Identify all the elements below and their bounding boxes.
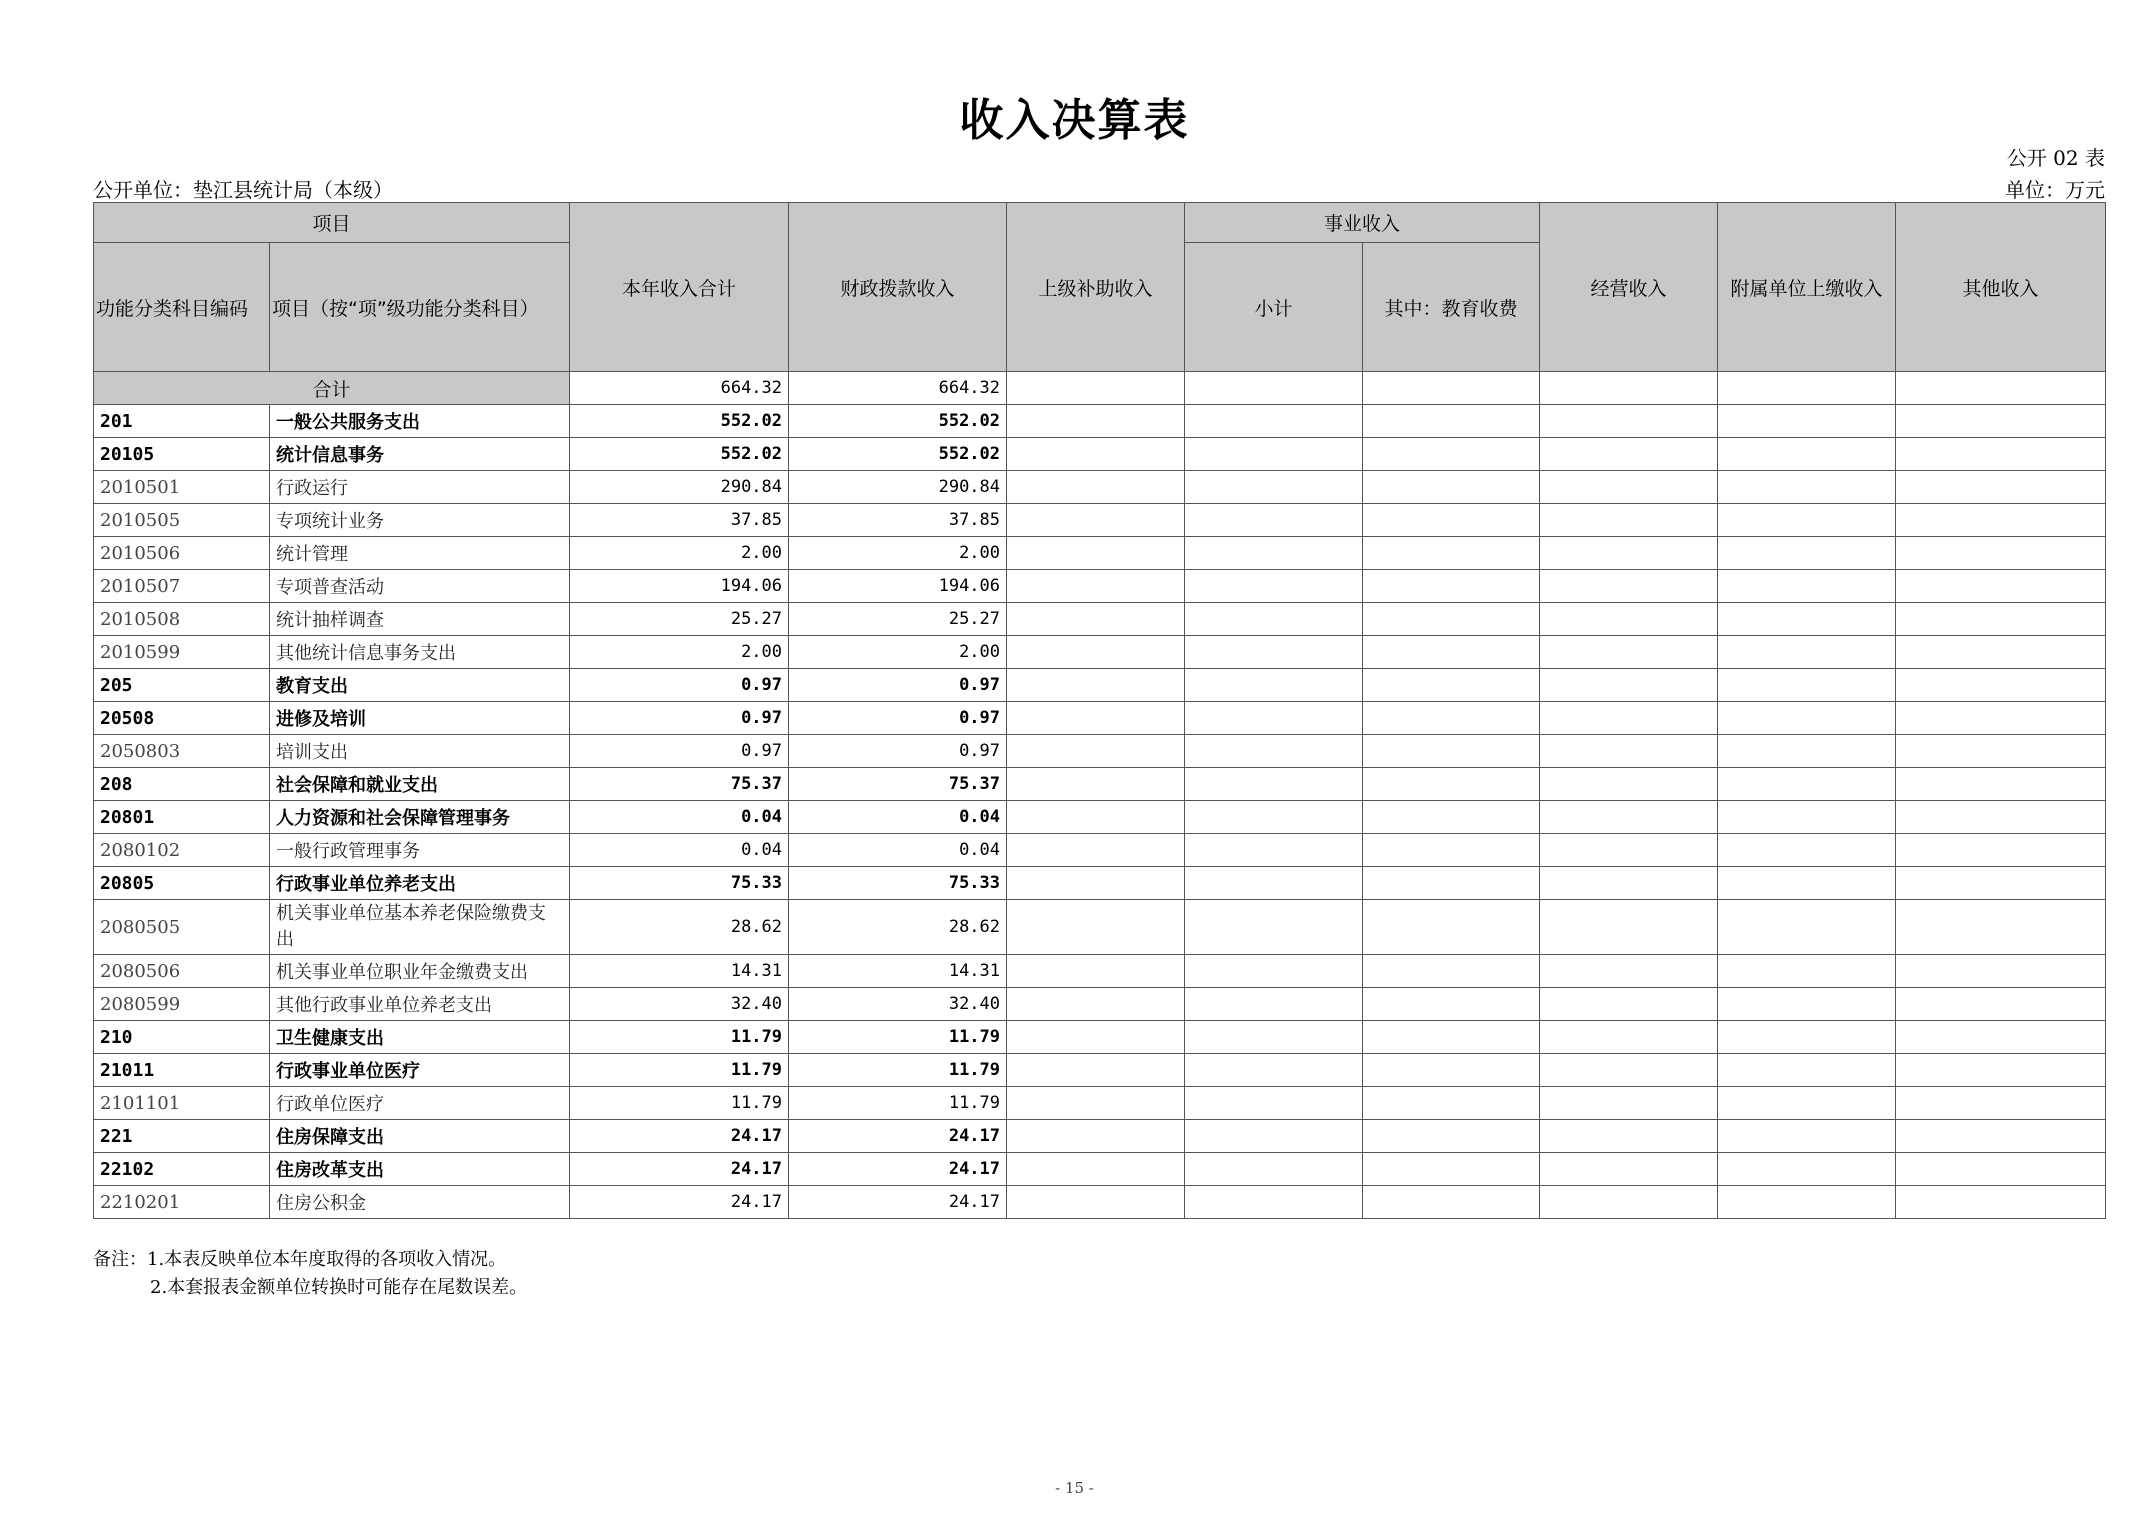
header-education: 其中：教育收费 xyxy=(1363,243,1540,372)
empty-cell xyxy=(1363,372,1540,405)
empty-cell xyxy=(1007,504,1185,537)
row-total: 552.02 xyxy=(570,405,789,438)
empty-cell xyxy=(1896,504,2106,537)
empty-cell xyxy=(1718,570,1896,603)
empty-cell xyxy=(1540,603,1718,636)
row-fiscal: 0.97 xyxy=(789,669,1007,702)
header-total: 本年收入合计 xyxy=(570,203,789,372)
row-code: 21011 xyxy=(94,1054,270,1087)
empty-cell xyxy=(1185,1186,1363,1219)
header-affiliated: 附属单位上缴收入 xyxy=(1718,203,1896,372)
empty-cell xyxy=(1363,669,1540,702)
header-fiscal: 财政拨款收入 xyxy=(789,203,1007,372)
empty-cell xyxy=(1540,405,1718,438)
row-total: 24.17 xyxy=(570,1120,789,1153)
table-row xyxy=(94,834,2106,867)
empty-cell xyxy=(1363,438,1540,471)
empty-cell xyxy=(1896,471,2106,504)
empty-cell xyxy=(1185,471,1363,504)
empty-cell xyxy=(1007,372,1185,405)
row-code: 208 xyxy=(94,768,270,801)
row-total: 32.40 xyxy=(570,988,789,1021)
empty-cell xyxy=(1896,1186,2106,1219)
note-2: 2.本套报表金额单位转换时可能存在尾数误差。 xyxy=(150,1277,528,1298)
row-name: 行政运行 xyxy=(270,471,570,504)
empty-cell xyxy=(1007,1021,1185,1054)
row-fiscal: 0.97 xyxy=(789,702,1007,735)
row-total: 11.79 xyxy=(570,1087,789,1120)
row-fiscal: 14.31 xyxy=(789,955,1007,988)
row-code: 2010599 xyxy=(94,636,270,669)
row-name: 统计信息事务 xyxy=(270,438,570,471)
table-header xyxy=(94,203,2106,372)
empty-cell xyxy=(1540,834,1718,867)
table-body xyxy=(94,372,2106,1219)
table-row xyxy=(94,570,2106,603)
empty-cell xyxy=(1007,867,1185,900)
row-total: 24.17 xyxy=(570,1153,789,1186)
header-business: 事业收入 xyxy=(1185,203,1540,243)
form-number: 公开 02 表 xyxy=(2006,146,2105,170)
empty-cell xyxy=(1540,1087,1718,1120)
empty-cell xyxy=(1896,988,2106,1021)
row-name: 行政单位医疗 xyxy=(270,1087,570,1120)
row-name: 其他统计信息事务支出 xyxy=(270,636,570,669)
empty-cell xyxy=(1540,1186,1718,1219)
empty-cell xyxy=(1540,669,1718,702)
empty-cell xyxy=(1007,537,1185,570)
empty-cell xyxy=(1718,537,1896,570)
empty-cell xyxy=(1718,1021,1896,1054)
row-code: 2010506 xyxy=(94,537,270,570)
table-row xyxy=(94,1120,2106,1153)
empty-cell xyxy=(1007,1120,1185,1153)
row-code: 2010508 xyxy=(94,603,270,636)
row-code: 20508 xyxy=(94,702,270,735)
row-total: 0.97 xyxy=(570,735,789,768)
row-code: 2050803 xyxy=(94,735,270,768)
table-row xyxy=(94,702,2106,735)
empty-cell xyxy=(1185,537,1363,570)
empty-cell xyxy=(1185,1153,1363,1186)
empty-cell xyxy=(1718,669,1896,702)
row-code: 22102 xyxy=(94,1153,270,1186)
empty-cell xyxy=(1363,988,1540,1021)
empty-cell xyxy=(1363,1021,1540,1054)
row-name: 教育支出 xyxy=(270,669,570,702)
empty-cell xyxy=(1540,735,1718,768)
row-total: 194.06 xyxy=(570,570,789,603)
empty-cell xyxy=(1540,702,1718,735)
empty-cell xyxy=(1185,955,1363,988)
empty-cell xyxy=(1540,900,1718,955)
empty-cell xyxy=(1007,636,1185,669)
empty-cell xyxy=(1363,801,1540,834)
row-total: 2.00 xyxy=(570,636,789,669)
empty-cell xyxy=(1363,702,1540,735)
row-total: 290.84 xyxy=(570,471,789,504)
empty-cell xyxy=(1363,603,1540,636)
total-amount: 664.32 xyxy=(570,372,789,405)
empty-cell xyxy=(1185,867,1363,900)
row-name: 专项普查活动 xyxy=(270,570,570,603)
row-name: 住房改革支出 xyxy=(270,1153,570,1186)
row-name: 住房保障支出 xyxy=(270,1120,570,1153)
row-code: 2080506 xyxy=(94,955,270,988)
total-label: 合计 xyxy=(94,372,570,405)
row-total: 0.04 xyxy=(570,801,789,834)
empty-cell xyxy=(1185,438,1363,471)
empty-cell xyxy=(1540,570,1718,603)
empty-cell xyxy=(1363,1120,1540,1153)
empty-cell xyxy=(1540,537,1718,570)
empty-cell xyxy=(1718,1153,1896,1186)
row-code: 20805 xyxy=(94,867,270,900)
empty-cell xyxy=(1718,438,1896,471)
empty-cell xyxy=(1363,504,1540,537)
row-fiscal: 290.84 xyxy=(789,471,1007,504)
header-project: 项目 xyxy=(94,203,570,243)
row-fiscal: 552.02 xyxy=(789,405,1007,438)
empty-cell xyxy=(1363,1054,1540,1087)
empty-cell xyxy=(1896,1021,2106,1054)
empty-cell xyxy=(1185,834,1363,867)
table-row xyxy=(94,1021,2106,1054)
empty-cell xyxy=(1896,603,2106,636)
empty-cell xyxy=(1363,405,1540,438)
row-total: 75.37 xyxy=(570,768,789,801)
row-code: 2080505 xyxy=(94,900,270,955)
empty-cell xyxy=(1540,471,1718,504)
row-fiscal: 2.00 xyxy=(789,636,1007,669)
row-fiscal: 25.27 xyxy=(789,603,1007,636)
row-total: 0.04 xyxy=(570,834,789,867)
currency-unit: 单位：万元 xyxy=(2005,178,2105,202)
row-code: 221 xyxy=(94,1120,270,1153)
total-row xyxy=(94,372,2106,405)
page-number: - 15 - xyxy=(1055,1479,1094,1497)
empty-cell xyxy=(1896,900,2106,955)
row-name: 一般公共服务支出 xyxy=(270,405,570,438)
empty-cell xyxy=(1185,636,1363,669)
empty-cell xyxy=(1718,988,1896,1021)
empty-cell xyxy=(1718,504,1896,537)
table-row xyxy=(94,1153,2106,1186)
empty-cell xyxy=(1007,471,1185,504)
row-fiscal: 28.62 xyxy=(789,900,1007,955)
table-row xyxy=(94,603,2106,636)
empty-cell xyxy=(1540,1120,1718,1153)
row-name: 培训支出 xyxy=(270,735,570,768)
row-fiscal: 24.17 xyxy=(789,1153,1007,1186)
empty-cell xyxy=(1540,801,1718,834)
row-code: 2010501 xyxy=(94,471,270,504)
empty-cell xyxy=(1007,570,1185,603)
empty-cell xyxy=(1718,834,1896,867)
header-operating: 经营收入 xyxy=(1540,203,1718,372)
row-code: 20105 xyxy=(94,438,270,471)
empty-cell xyxy=(1540,955,1718,988)
row-fiscal: 11.79 xyxy=(789,1054,1007,1087)
row-name: 卫生健康支出 xyxy=(270,1021,570,1054)
empty-cell xyxy=(1540,1153,1718,1186)
table-row xyxy=(94,735,2106,768)
header-name: 项目（按“项”级功能分类科目） xyxy=(270,243,570,372)
empty-cell xyxy=(1363,537,1540,570)
row-fiscal: 11.79 xyxy=(789,1087,1007,1120)
header-code: 功能分类科目编码 xyxy=(94,243,270,372)
empty-cell xyxy=(1007,1153,1185,1186)
note-1: 备注：1.本表反映单位本年度取得的各项收入情况。 xyxy=(93,1249,507,1270)
table-row xyxy=(94,801,2106,834)
empty-cell xyxy=(1363,570,1540,603)
row-fiscal: 75.33 xyxy=(789,867,1007,900)
row-name: 统计抽样调查 xyxy=(270,603,570,636)
table-row xyxy=(94,1087,2106,1120)
row-fiscal: 0.04 xyxy=(789,834,1007,867)
row-name: 人力资源和社会保障管理事务 xyxy=(270,801,570,834)
row-code: 2080102 xyxy=(94,834,270,867)
table-row xyxy=(94,471,2106,504)
row-fiscal: 0.04 xyxy=(789,801,1007,834)
table-row xyxy=(94,768,2106,801)
empty-cell xyxy=(1007,955,1185,988)
empty-cell xyxy=(1896,537,2106,570)
header-other: 其他收入 xyxy=(1896,203,2106,372)
empty-cell xyxy=(1718,636,1896,669)
row-fiscal: 2.00 xyxy=(789,537,1007,570)
row-name: 一般行政管理事务 xyxy=(270,834,570,867)
empty-cell xyxy=(1363,768,1540,801)
table-row xyxy=(94,504,2106,537)
empty-cell xyxy=(1185,768,1363,801)
row-code: 2101101 xyxy=(94,1087,270,1120)
row-name: 住房公积金 xyxy=(270,1186,570,1219)
empty-cell xyxy=(1896,834,2106,867)
row-name: 行政事业单位养老支出 xyxy=(270,867,570,900)
empty-cell xyxy=(1185,702,1363,735)
empty-cell xyxy=(1540,988,1718,1021)
empty-cell xyxy=(1896,1087,2106,1120)
table-row xyxy=(94,669,2106,702)
empty-cell xyxy=(1007,988,1185,1021)
empty-cell xyxy=(1007,768,1185,801)
empty-cell xyxy=(1718,405,1896,438)
row-name: 专项统计业务 xyxy=(270,504,570,537)
table-row xyxy=(94,1186,2106,1219)
row-code: 2210201 xyxy=(94,1186,270,1219)
empty-cell xyxy=(1363,900,1540,955)
row-name: 机关事业单位职业年金缴费支出 xyxy=(270,955,570,988)
empty-cell xyxy=(1896,1153,2106,1186)
row-fiscal: 24.17 xyxy=(789,1120,1007,1153)
empty-cell xyxy=(1718,768,1896,801)
empty-cell xyxy=(1896,1120,2106,1153)
empty-cell xyxy=(1896,735,2106,768)
empty-cell xyxy=(1007,834,1185,867)
empty-cell xyxy=(1185,900,1363,955)
empty-cell xyxy=(1718,372,1896,405)
empty-cell xyxy=(1896,669,2106,702)
table-row xyxy=(94,955,2106,988)
header-subtotal: 小计 xyxy=(1185,243,1363,372)
table-row xyxy=(94,1054,2106,1087)
row-fiscal: 37.85 xyxy=(789,504,1007,537)
empty-cell xyxy=(1185,988,1363,1021)
empty-cell xyxy=(1185,504,1363,537)
table-row xyxy=(94,988,2106,1021)
row-total: 75.33 xyxy=(570,867,789,900)
empty-cell xyxy=(1896,570,2106,603)
empty-cell xyxy=(1896,801,2106,834)
empty-cell xyxy=(1185,801,1363,834)
empty-cell xyxy=(1540,1021,1718,1054)
row-code: 20801 xyxy=(94,801,270,834)
table-row xyxy=(94,900,2106,955)
row-name: 进修及培训 xyxy=(270,702,570,735)
empty-cell xyxy=(1896,636,2106,669)
row-name: 社会保障和就业支出 xyxy=(270,768,570,801)
empty-cell xyxy=(1185,372,1363,405)
empty-cell xyxy=(1185,1021,1363,1054)
empty-cell xyxy=(1185,735,1363,768)
notes xyxy=(93,1246,527,1302)
row-total: 25.27 xyxy=(570,603,789,636)
row-code: 205 xyxy=(94,669,270,702)
empty-cell xyxy=(1007,1054,1185,1087)
reporting-unit: 公开单位：垫江县统计局（本级） xyxy=(93,178,393,202)
empty-cell xyxy=(1007,1186,1185,1219)
empty-cell xyxy=(1896,867,2106,900)
empty-cell xyxy=(1896,405,2106,438)
empty-cell xyxy=(1540,504,1718,537)
empty-cell xyxy=(1718,735,1896,768)
row-total: 0.97 xyxy=(570,702,789,735)
row-name: 行政事业单位医疗 xyxy=(270,1054,570,1087)
empty-cell xyxy=(1718,867,1896,900)
table-row xyxy=(94,867,2106,900)
empty-cell xyxy=(1896,768,2106,801)
empty-cell xyxy=(1718,1120,1896,1153)
empty-cell xyxy=(1540,1054,1718,1087)
row-total: 37.85 xyxy=(570,504,789,537)
table-row xyxy=(94,405,2106,438)
empty-cell xyxy=(1363,955,1540,988)
empty-cell xyxy=(1896,1054,2106,1087)
empty-cell xyxy=(1007,900,1185,955)
row-code: 2010507 xyxy=(94,570,270,603)
row-total: 11.79 xyxy=(570,1054,789,1087)
empty-cell xyxy=(1007,669,1185,702)
empty-cell xyxy=(1718,801,1896,834)
page-title: 收入决算表 xyxy=(959,95,1190,146)
row-fiscal: 552.02 xyxy=(789,438,1007,471)
empty-cell xyxy=(1363,1087,1540,1120)
empty-cell xyxy=(1718,702,1896,735)
empty-cell xyxy=(1540,636,1718,669)
empty-cell xyxy=(1185,1087,1363,1120)
empty-cell xyxy=(1718,955,1896,988)
row-fiscal: 32.40 xyxy=(789,988,1007,1021)
row-fiscal: 194.06 xyxy=(789,570,1007,603)
row-total: 14.31 xyxy=(570,955,789,988)
row-fiscal: 75.37 xyxy=(789,768,1007,801)
empty-cell xyxy=(1718,1054,1896,1087)
empty-cell xyxy=(1540,372,1718,405)
empty-cell xyxy=(1718,1186,1896,1219)
empty-cell xyxy=(1007,801,1185,834)
empty-cell xyxy=(1363,1186,1540,1219)
row-total: 2.00 xyxy=(570,537,789,570)
header-superior: 上级补助收入 xyxy=(1007,203,1185,372)
row-fiscal: 0.97 xyxy=(789,735,1007,768)
empty-cell xyxy=(1007,735,1185,768)
empty-cell xyxy=(1363,834,1540,867)
row-code: 210 xyxy=(94,1021,270,1054)
empty-cell xyxy=(1718,471,1896,504)
empty-cell xyxy=(1363,735,1540,768)
empty-cell xyxy=(1007,438,1185,471)
total-fiscal: 664.32 xyxy=(789,372,1007,405)
empty-cell xyxy=(1185,1120,1363,1153)
empty-cell xyxy=(1007,603,1185,636)
row-name: 机关事业单位基本养老保险缴费支出 xyxy=(270,900,570,955)
empty-cell xyxy=(1540,768,1718,801)
empty-cell xyxy=(1363,1153,1540,1186)
row-fiscal: 11.79 xyxy=(789,1021,1007,1054)
empty-cell xyxy=(1540,438,1718,471)
empty-cell xyxy=(1363,867,1540,900)
table-row xyxy=(94,438,2106,471)
row-fiscal: 24.17 xyxy=(789,1186,1007,1219)
empty-cell xyxy=(1718,603,1896,636)
empty-cell xyxy=(1718,1087,1896,1120)
row-code: 2080599 xyxy=(94,988,270,1021)
empty-cell xyxy=(1896,702,2106,735)
row-total: 11.79 xyxy=(570,1021,789,1054)
income-table xyxy=(93,202,2106,1219)
empty-cell xyxy=(1185,1054,1363,1087)
empty-cell xyxy=(1363,471,1540,504)
empty-cell xyxy=(1896,955,2106,988)
empty-cell xyxy=(1896,438,2106,471)
row-name: 其他行政事业单位养老支出 xyxy=(270,988,570,1021)
row-total: 24.17 xyxy=(570,1186,789,1219)
empty-cell xyxy=(1185,669,1363,702)
row-code: 2010505 xyxy=(94,504,270,537)
row-code: 201 xyxy=(94,405,270,438)
empty-cell xyxy=(1185,603,1363,636)
empty-cell xyxy=(1185,570,1363,603)
row-total: 552.02 xyxy=(570,438,789,471)
table-row xyxy=(94,636,2106,669)
empty-cell xyxy=(1896,372,2106,405)
empty-cell xyxy=(1718,900,1896,955)
empty-cell xyxy=(1540,867,1718,900)
empty-cell xyxy=(1007,702,1185,735)
row-total: 0.97 xyxy=(570,669,789,702)
empty-cell xyxy=(1007,1087,1185,1120)
row-name: 统计管理 xyxy=(270,537,570,570)
table-row xyxy=(94,537,2106,570)
empty-cell xyxy=(1185,405,1363,438)
row-total: 28.62 xyxy=(570,900,789,955)
empty-cell xyxy=(1007,405,1185,438)
empty-cell xyxy=(1363,636,1540,669)
